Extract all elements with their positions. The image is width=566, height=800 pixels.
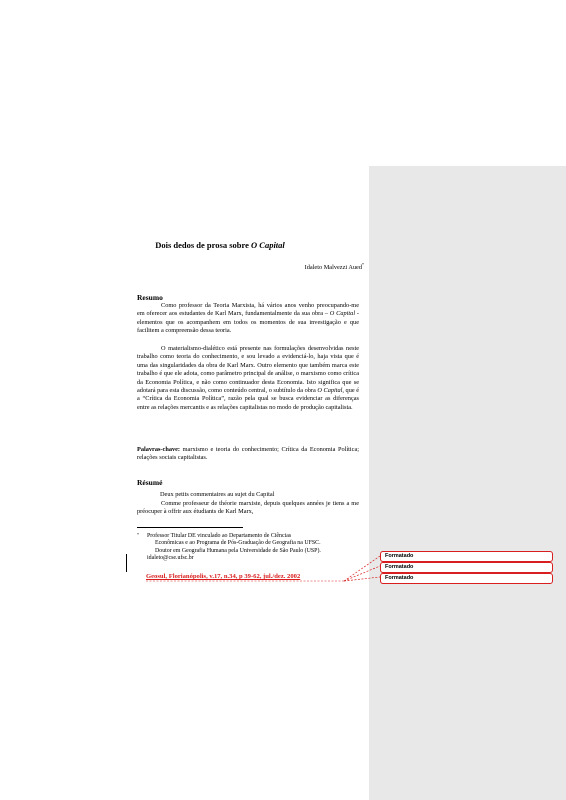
journal-citation: Geosul, Florianópolis, v.17, n.34, p 39-62, jul./dez. 2002 [146,573,301,580]
resumo-paragraph-1: Como professor da Teoria Marxista, há vários anos venho preocupando-me em oferecer aos estudantes de Karl Marx, fundamentalmente da sua obra – O Capital - elementos que os acompanhem em todos os momentos de sua investigação e que facilitem a compreensão dessa teoria. [137,302,360,335]
author-footnote-mark: * [362,262,364,267]
title-italic: O Capital [251,240,285,250]
resume-paragraph-1: Comme professeur de théorie marxiste, depuis quelques années je tiens a me préocuper à offrir aux étudiants de Karl Marx, [137,500,359,516]
comment-balloon-formatted-3[interactable]: Formatado [380,573,553,584]
resume-subtitle: Deux petits commentaires au sujet du Capital [160,491,275,498]
comment-balloon-formatted-1[interactable]: Formatado [380,551,553,562]
resumo-paragraph-2: O materialismo-dialético está presente nas formulações desenvolvidas neste trabalho como teoria do conhecimento, e sou levado a evidenciá-lo, haja vista que é uma das singularidades da obra de Karl Marx. Outro elemento que também marca este trabalho é que ele adota, como parâmetro principal de análise, o marxismo como crítica da Economia Política, e não como continuador desta Economia. Isto significa que se adotará para esta discussão, como conteúdo central, o subtítulo da obra O Capital, que é a “Crítica da Economia Política”, razão pela qual se busca evidenciar as diferenças entre as relações mercantis e as relações capitalistas no modo de produção capitalista. [137,345,360,411]
keywords: Palavras-chave: marxismo e teoria do conhecimento; Crítica da Economia Política; relações sociais capitalistas. [137,446,359,462]
footnote: * Professor Titular DE vinculado ao Departamento de Ciências Econômicas e ao Programa de Pós-Graduação de Geografia na UFSC. Doutor em Geografia Humana pela Universidade de São Paulo (USP). idaleto@cse.ufsc.br [137,532,321,562]
resume-heading: Résumé [137,478,163,487]
author-name: Idaleto Malvezzi Aued [304,264,362,272]
title-text: Dois dedos de prosa sobre [155,240,252,250]
footnote-mark: * [137,532,139,537]
comment-balloon-formatted-2[interactable]: Formatado [380,562,553,573]
resumo-heading: Resumo [137,293,163,302]
